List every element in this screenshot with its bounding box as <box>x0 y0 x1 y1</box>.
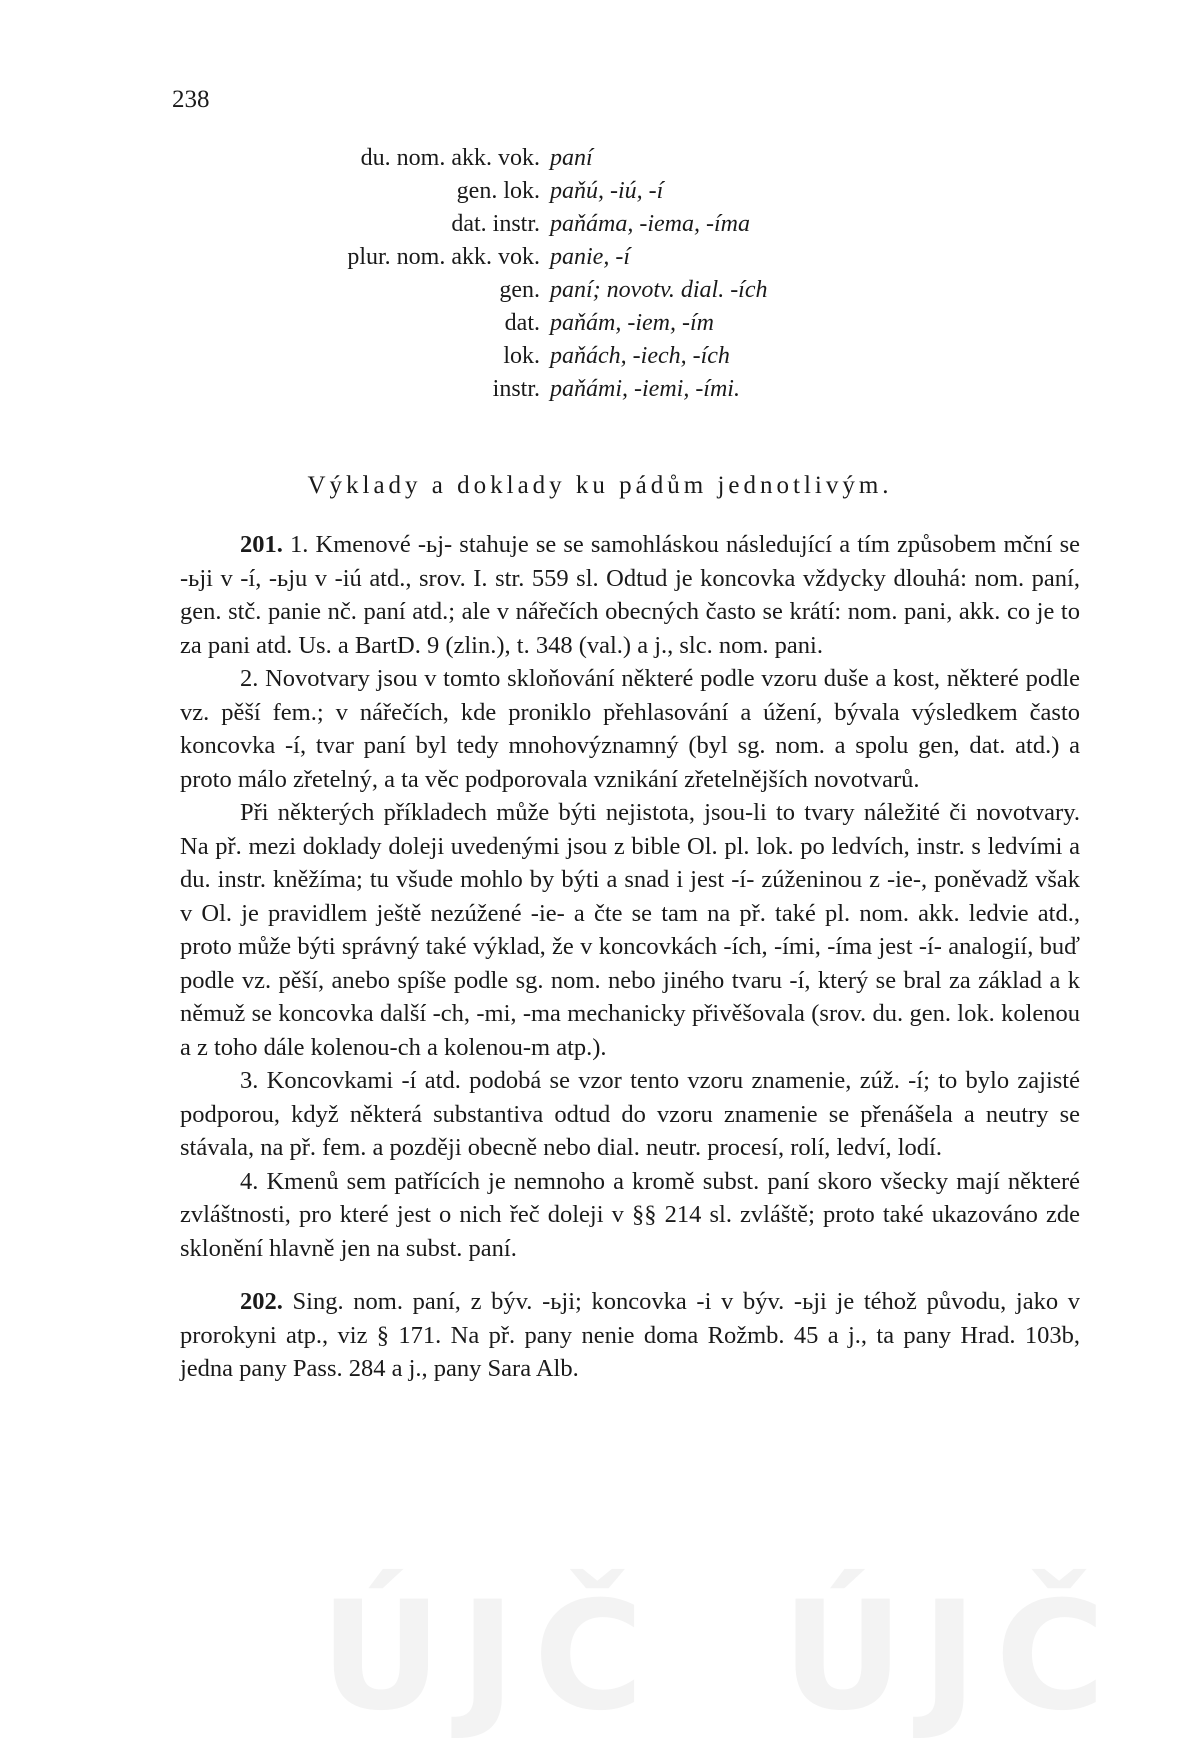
paragraph-text: 2. Novotvary jsou v tomto skloňování některé podle vzoru duše a kost, některé podle vz. pěší fem.; v nářečích, kde proniklo přehlasování a úžení, bývala výsledkem často koncovka -í, tvar paní byl tedy mnohovýznamný (byl sg. nom. a spolu gen, dat. atd.) a proto málo zřetelný, a ta věc podporovala vznikání zřetelnějších novotvarů. <box>180 665 1080 793</box>
case-label: gen. lok. <box>456 178 540 204</box>
paradigm-row <box>0 208 1200 241</box>
paragraph-text: Sing. nom. paní, z býv. -ьji; koncovka -i v býv. -ьji je téhož původu, jako v prorokyni atp., viz § 171. Na př. pany nenie doma Rožmb. 45 a j., ta pany Hrad. 103b, jedna pany Pass. 284 a j., pany Sara Alb. <box>180 1288 1080 1382</box>
declension-paradigm <box>0 142 1200 406</box>
section-number: 202. <box>240 1288 283 1315</box>
paragraph <box>180 528 1080 662</box>
paragraph-text: 1. Kmenové -ьj- stahuje se se samohláskou následující a tím způsobem mční se -ьji v -í, -ьju v -iú atd., srov. I. str. 559 sl. Odtud je koncovka vždycky dlouhá: nom. paní, gen. stč. panie nč. paní atd.; ale v nářečích obecných často se krátí: nom. pani, akk. co je to za pani atd. Us. a BartD. 9 (zlin.), t. 348 (val.) a j., slc. nom. pani. <box>180 531 1080 659</box>
case-label: dat. <box>504 310 540 336</box>
paragraph-text: 4. Kmenů sem patřících je nemnoho a kromě subst. paní skoro všecky mají některé zvláštnosti, pro které jest o nich řeč doleji v §§ 214 sl. zvláště; proto také ukazováno zde sklonění hlavně jen na subst. paní. <box>180 1167 1080 1262</box>
case-label: instr. <box>492 376 540 402</box>
case-forms: paňú, -iú, -í <box>550 178 664 204</box>
paragraph <box>180 1064 1080 1165</box>
section-number: 201. <box>240 531 283 558</box>
paradigm-row <box>0 142 1200 175</box>
page-number: 238 <box>172 86 210 113</box>
paradigm-row <box>0 175 1200 208</box>
paragraph <box>180 662 1080 796</box>
paragraph-text: 3. Koncovkami -í atd. podobá se vzor tento vzoru znamenie, zúž. -í; to bylo zajisté podporou, když některá substantiva odtud do vzoru znamenie se přenášela a neutry se stávala, na př. fem. a později obecně nebo dial. neutr. procesí, rolí, ledví, lodí. <box>180 1067 1080 1161</box>
case-forms: paní; novotv. dial. -ích <box>550 277 768 303</box>
section-heading: Výklady a doklady ku pádům jednotlivým. <box>307 472 893 499</box>
paragraph <box>180 796 1080 1064</box>
case-forms: paní <box>550 145 593 171</box>
paragraph <box>180 1285 1080 1386</box>
watermark <box>320 1570 1200 1744</box>
paradigm-row <box>0 340 1200 373</box>
case-label: lok. <box>503 343 540 369</box>
case-forms: paňám, -iem, -ím <box>550 310 714 336</box>
paradigm-row <box>0 373 1200 406</box>
paragraph-text: Při některých příkladech může býti nejistota, jsou-li to tvary náležité či novotvary. Na př. mezi doklady doleji uvedenými jsou z bible Ol. pl. lok. po ledvích, instr. s ledvími a du. instr. kněžíma; tu všude mohlo by býti a snad i jest -í- zúženinou z -ie-, poněvadž však v Ol. je pravidlem ještě nezúžené -ie- a čte se tam na př. také pl. nom. akk. ledvie atd., proto může býti správný také výklad, že v koncovkách -ích, -ími, -íma jest -í- analogií, buď podle vz. pěší, anebo spíše podle sg. nom. nebo jiného tvaru -í, který se bral za základ a k němuž se koncovka další -ch, -mi, -ma mechanicky přivěšovala (srov. du. gen. lok. kolenou a z toho dále kolenou-ch a kolenou-m atp.). <box>180 799 1080 1061</box>
body-text <box>180 528 1080 1386</box>
paradigm-row <box>0 274 1200 307</box>
case-forms: panie, -í <box>550 244 630 270</box>
paragraph <box>180 1165 1080 1266</box>
case-forms: paňách, -iech, -ích <box>550 343 730 369</box>
watermark-text: ÚJČ <box>320 1570 662 1744</box>
case-forms: paňáma, -iema, -íma <box>550 211 750 237</box>
case-label: plur. nom. akk. vok. <box>347 244 540 270</box>
paradigm-row <box>0 307 1200 340</box>
watermark-text: ÚJČ <box>781 1570 1124 1744</box>
case-label: gen. <box>499 277 540 303</box>
case-forms: paňámi, -iemi, -ími. <box>550 376 740 402</box>
case-label: dat. instr. <box>451 211 540 237</box>
case-label: du. nom. akk. vok. <box>360 145 540 171</box>
paradigm-row <box>0 241 1200 274</box>
